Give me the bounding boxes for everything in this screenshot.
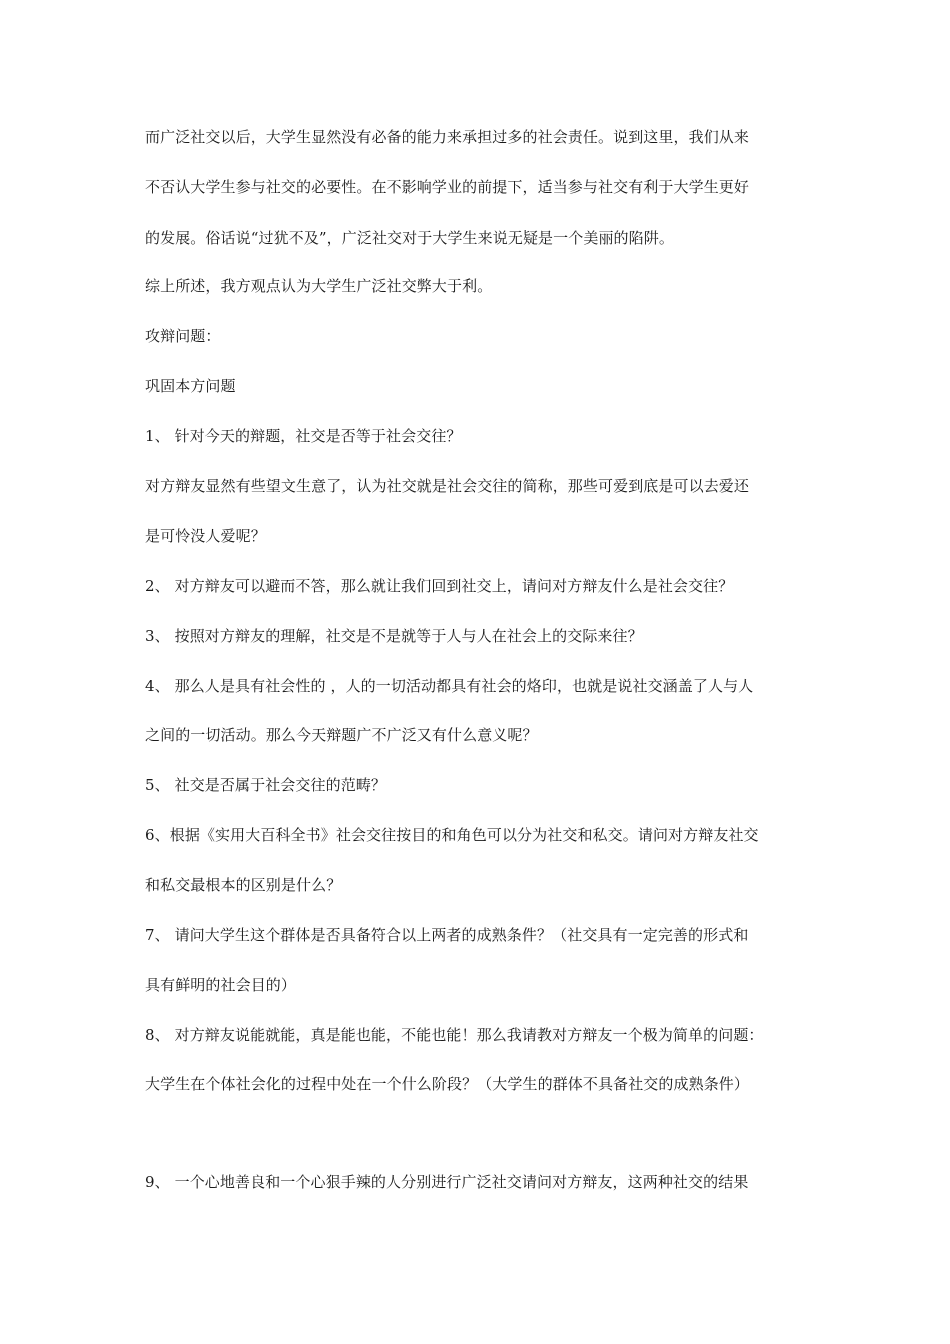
question-item: 1、 针对今天的辩题，社交是否等于社会交往？ [145,427,462,445]
summary-line: 综上所述，我方观点认为大学生广泛社交弊大于利。 [145,277,493,295]
question-item: 4、 那么人是具有社会性的 ，人的一切活动都具有社会的烙印，也就是说社交涵盖了人与人 [145,677,754,695]
question-item: 2、 对方辩友可以避而不答，那么就让我们回到社交上，请问对方辩友什么是社会交往？ [145,577,734,595]
paragraph-line: 而广泛社交以后，大学生显然没有必备的能力来承担过多的社会责任。说到这里，我们从来 [145,128,750,146]
paragraph-line: 具有鲜明的社会目的） [145,976,297,994]
paragraph-line: 大学生在个体社会化的过程中处在一个什么阶段？（大学生的群体不具备社交的成熟条件） [145,1075,750,1093]
question-item: 9、 一个心地善良和一个心狠手辣的人分别进行广泛社交请问对方辩友，这两种社交的结果 [145,1173,749,1191]
subsection-heading: 巩固本方问题 [145,377,236,395]
question-item: 6、根据《实用大百科全书》社会交往按目的和角色可以分为社交和私交。请问对方辩友社交 [145,826,759,844]
paragraph-line: 和私交最根本的区别是什么？ [145,876,342,894]
question-item: 7、 请问大学生这个群体是否具备符合以上两者的成熟条件？（社交具有一定完善的形式和 [145,926,749,944]
paragraph-line: 的发展。俗话说“过犹不及”，广泛社交对于大学生来说无疑是一个美丽的陷阱。 [145,229,674,247]
question-item: 5、 社交是否属于社会交往的范畴？ [145,776,387,794]
paragraph-line: 是可怜没人爱呢？ [145,527,266,545]
question-item: 8、 对方辩友说能就能，真是能也能，不能也能！那么我请教对方辩友一个极为简单的问题： [145,1026,764,1044]
paragraph-line: 之间的一切活动。那么今天辩题广不广泛又有什么意义呢？ [145,726,538,744]
question-item: 3、 按照对方辩友的理解，社交是不是就等于人与人在社会上的交际来往？ [145,627,643,645]
paragraph-line: 不否认大学生参与社交的必要性。在不影响学业的前提下，适当参与社交有利于大学生更好 [145,178,750,196]
paragraph-line: 对方辩友显然有些望文生意了，认为社交就是社会交往的简称，那些可爱到底是可以去爱还 [145,477,750,495]
section-heading: 攻辩问题： [145,327,221,345]
